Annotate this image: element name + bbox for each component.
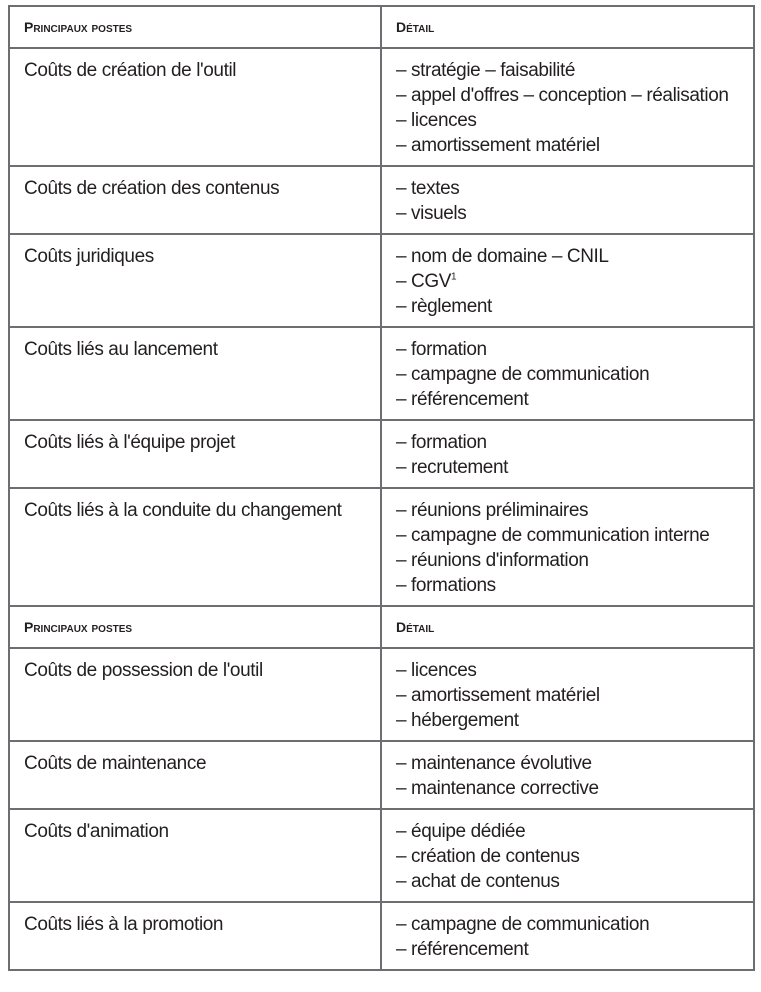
detail-line	[396, 869, 743, 894]
cost-category: Coûts liés à la conduite du changement	[9, 488, 381, 606]
header-label: Principaux postes	[24, 18, 133, 35]
table-row	[9, 234, 754, 327]
table-row	[9, 420, 754, 488]
table-header-row	[9, 6, 754, 48]
detail-line	[396, 751, 743, 776]
table-row	[9, 488, 754, 606]
header-detail	[381, 6, 754, 48]
cost-detail	[381, 234, 754, 327]
detail-line	[396, 573, 743, 598]
detail-line	[396, 937, 743, 962]
detail-line	[396, 776, 743, 801]
detail-line	[396, 430, 743, 455]
cost-detail	[381, 166, 754, 234]
detail-text: – stratégie – faisabilité	[396, 60, 576, 81]
detail-text: – appel d'offres – conception – réalisation	[396, 85, 729, 106]
detail-text: – licences	[396, 660, 477, 681]
header-label: Principaux postes	[24, 618, 133, 635]
table-row	[9, 166, 754, 234]
cost-detail	[381, 327, 754, 420]
detail-line	[396, 83, 743, 108]
cost-category: Coûts de maintenance	[9, 741, 381, 809]
detail-text: – nom de domaine – CNIL	[396, 246, 609, 267]
table-row	[9, 741, 754, 809]
detail-line	[396, 455, 743, 480]
detail-text: – licences	[396, 110, 477, 131]
table-row	[9, 648, 754, 741]
cost-category: Coûts liés au lancement	[9, 327, 381, 420]
detail-line	[396, 523, 743, 548]
detail-text: – visuels	[396, 203, 467, 224]
detail-line	[396, 844, 743, 869]
cost-category: Coûts de création des contenus	[9, 166, 381, 234]
detail-text: – réunions préliminaires	[396, 500, 589, 521]
detail-text: – réunions d'information	[396, 550, 589, 571]
cost-category: Coûts de possession de l'outil	[9, 648, 381, 741]
detail-text: – règlement	[396, 296, 492, 317]
detail-text: – CGV	[396, 271, 452, 292]
detail-line	[396, 387, 743, 412]
detail-line	[396, 658, 743, 683]
table-row	[9, 48, 754, 166]
detail-line	[396, 133, 743, 158]
cost-category: Coûts d'animation	[9, 809, 381, 902]
cost-detail	[381, 488, 754, 606]
detail-line	[396, 201, 743, 226]
table-row	[9, 809, 754, 902]
detail-text: – formation	[396, 432, 487, 453]
detail-text: – campagne de communication	[396, 364, 650, 385]
cost-detail	[381, 48, 754, 166]
table-row	[9, 327, 754, 420]
cost-detail	[381, 420, 754, 488]
detail-text: – équipe dédiée	[396, 821, 526, 842]
detail-text: – formation	[396, 339, 487, 360]
detail-text: – amortissement matériel	[396, 135, 600, 156]
detail-text: – textes	[396, 178, 460, 199]
detail-line	[396, 548, 743, 573]
detail-line	[396, 108, 743, 133]
detail-text: – maintenance corrective	[396, 778, 599, 799]
cost-detail	[381, 741, 754, 809]
cost-detail	[381, 809, 754, 902]
detail-text: – création de contenus	[396, 846, 580, 867]
cost-detail	[381, 648, 754, 741]
detail-line	[396, 294, 743, 319]
detail-line	[396, 912, 743, 937]
header-label: Détail	[396, 618, 435, 635]
header-principaux-postes	[9, 6, 381, 48]
detail-text: – recrutement	[396, 457, 509, 478]
detail-line	[396, 58, 743, 83]
cost-category: Coûts liés à la promotion	[9, 902, 381, 970]
cost-detail	[381, 902, 754, 970]
detail-line	[396, 337, 743, 362]
detail-line	[396, 362, 743, 387]
header-detail	[381, 606, 754, 648]
detail-text: – achat de contenus	[396, 871, 560, 892]
detail-text: – formations	[396, 575, 496, 596]
detail-text: – amortissement matériel	[396, 685, 600, 706]
detail-text: – hébergement	[396, 710, 519, 731]
detail-text: – référencement	[396, 939, 529, 960]
detail-text: – maintenance évolutive	[396, 753, 592, 774]
detail-text: – référencement	[396, 389, 529, 410]
cost-category: Coûts de création de l'outil	[9, 48, 381, 166]
table-row	[9, 902, 754, 970]
detail-line	[396, 683, 743, 708]
detail-text: – campagne de communication interne	[396, 525, 710, 546]
table-header-row	[9, 606, 754, 648]
footnote-marker: 1	[451, 271, 457, 283]
detail-text: – campagne de communication	[396, 914, 650, 935]
table-body	[9, 6, 754, 970]
detail-line	[396, 708, 743, 733]
header-label: Détail	[396, 18, 435, 35]
detail-line	[396, 176, 743, 201]
detail-line	[396, 244, 743, 269]
detail-line	[396, 498, 743, 523]
cost-category: Coûts juridiques	[9, 234, 381, 327]
detail-line	[396, 819, 743, 844]
detail-line	[396, 269, 743, 294]
cost-table	[8, 5, 755, 971]
cost-category: Coûts liés à l'équipe projet	[9, 420, 381, 488]
header-principaux-postes	[9, 606, 381, 648]
